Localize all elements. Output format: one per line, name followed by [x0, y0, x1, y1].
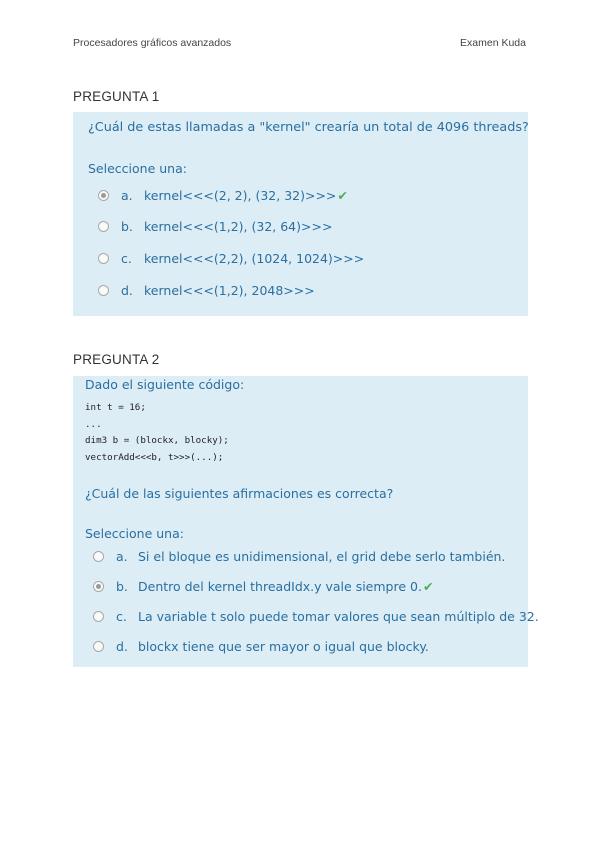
option-text: kernel<<<(1,2), 2048>>> [144, 283, 315, 298]
question-2-box [73, 376, 539, 667]
option-text: La variable t solo puede tomar valores que sean múltiplo de 32. [138, 609, 539, 624]
code-line: vectorAdd<<<b, t>>>(...); [85, 451, 224, 463]
radio-button[interactable] [93, 551, 104, 562]
code-line: ... [85, 418, 102, 430]
exam-title: Examen Kuda [460, 37, 526, 49]
question-2-intro: Dado el siguiente código: [85, 377, 245, 392]
radio-button[interactable] [98, 253, 109, 264]
question-2-title: PREGUNTA 2 [73, 352, 160, 367]
option-letter: a. [116, 549, 128, 564]
radio-button[interactable] [93, 611, 104, 622]
code-line: int t = 16; [85, 402, 146, 413]
option-text: blockx tiene que ser mayor o igual que blocky. [138, 639, 429, 654]
course-title: Procesadores gráficos avanzados [73, 37, 232, 49]
radio-button[interactable] [93, 641, 104, 652]
option-letter: d. [121, 283, 133, 298]
option-letter: a. [121, 188, 133, 203]
radio-button[interactable] [98, 285, 109, 296]
question-1-title: PREGUNTA 1 [73, 89, 160, 104]
question-2-prompt: Seleccione una: [85, 526, 184, 541]
page-header [73, 37, 526, 51]
option-text: Si el bloque es unidimensional, el grid debe serlo también. [138, 549, 506, 564]
code-snippet [85, 400, 229, 466]
checkmark-icon: ✔ [337, 188, 348, 203]
question-2-text: ¿Cuál de las siguientes afirmaciones es correcta? [85, 486, 394, 501]
question-1-text: ¿Cuál de estas llamadas a "kernel" crearía un total de 4096 threads? [88, 120, 529, 135]
code-line: dim3 b = (blockx, blocky); [85, 435, 229, 446]
option-text: Dentro del kernel threadIdx.y vale siempre 0. [138, 579, 422, 594]
option-letter: d. [116, 639, 128, 654]
option-text: kernel<<<(1,2), (32, 64)>>> [144, 219, 333, 234]
radio-button[interactable] [93, 581, 104, 592]
option-text: kernel<<<(2, 2), (32, 32)>>> [144, 188, 337, 203]
question-1-box [73, 112, 528, 316]
option-letter: b. [116, 579, 128, 594]
option-letter: c. [121, 251, 132, 266]
radio-button[interactable] [98, 221, 109, 232]
checkmark-icon: ✔ [422, 579, 434, 594]
option-letter: b. [121, 219, 133, 234]
option-letter: c. [116, 609, 127, 624]
radio-button[interactable] [98, 190, 109, 201]
option-text: kernel<<<(2,2), (1024, 1024)>>> [144, 251, 365, 266]
question-1-prompt: Seleccione una: [88, 161, 187, 176]
